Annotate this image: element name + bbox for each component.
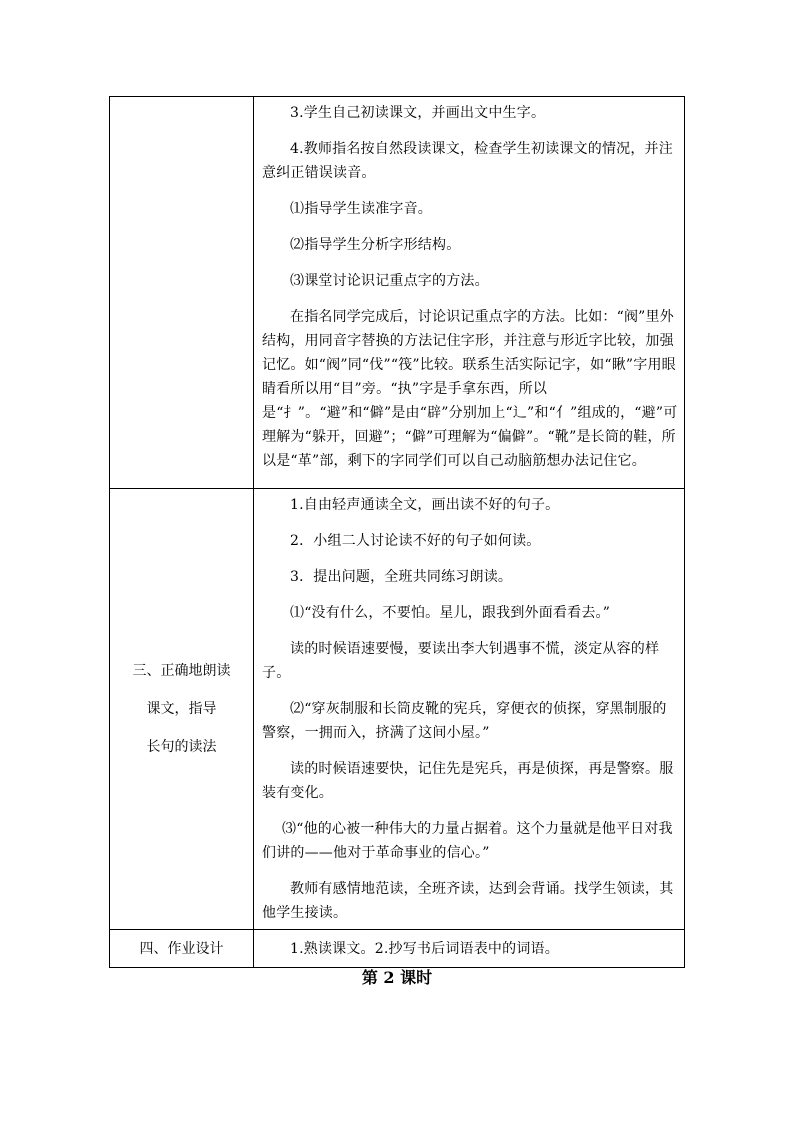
step-label-line: 长句的读法 bbox=[146, 739, 217, 755]
paragraph: 3．提出问题，全班共同练习朗读。 bbox=[290, 569, 513, 585]
step-label-cell bbox=[110, 97, 254, 489]
paragraph: 3.学生自己初读课文，并画出文中生字。 bbox=[290, 105, 546, 121]
step-label-cell bbox=[110, 489, 254, 930]
table-row bbox=[110, 97, 685, 489]
step-content-cell bbox=[254, 97, 685, 489]
step-content-cell bbox=[254, 930, 685, 968]
paragraph: ⑴“没有什么，不要怕。星儿，跟我到外面看看去。” bbox=[290, 605, 611, 621]
step-label-line: 课文，指导 bbox=[146, 701, 217, 717]
lesson-period-title: 第 2 课时 bbox=[361, 968, 433, 987]
paragraph: ⑶“他的心被一种伟大的力量占据着。这个力量就是他平日对我们讲的——他对于革命事业的信心。” bbox=[262, 821, 673, 861]
paragraph: ⑴指导学生读准字音。 bbox=[290, 201, 432, 217]
step-label-cell bbox=[110, 930, 254, 968]
paragraph: 在指名同学完成后，讨论识记重点字的方法。比如：“阀”里外结构，用同音字替换的方法记住字形，并注意与形近字比较，加强记忆。如“阀”同“伐”“筏”比较。联系生活实际记字，如“瞅”字用眼睛看所以用“目”旁。“执”字是手拿东西，所以是“扌”。“避”和“僻”是由“辟”分别加上“辶”和“亻”组成的，“避”可理解为“躲开，回避”；“僻”可理解为“偏僻”。“靴”是长筒的鞋，所以是“革”部，剩下的字同学们可以自己动脑筋想办法记住它。 bbox=[262, 309, 678, 469]
paragraph: 读的时候语速要慢，要读出李大钊遇事不慌，淡定从容的样子。 bbox=[262, 641, 660, 681]
paragraph: ⑵“穿灰制服和长筒皮靴的宪兵，穿便衣的侦探，穿黑制服的警察，一拥而入，挤满了这间小屋。” bbox=[262, 701, 667, 741]
paragraph: 1.熟读课文。2.抄写书后词语表中的词语。 bbox=[290, 940, 559, 957]
step-content-cell bbox=[254, 489, 685, 930]
paragraph: 4.教师指名按自然段读课文，检查学生初读课文的情况，并注意纠正错误读音。 bbox=[262, 141, 673, 181]
paragraph: 教师有感情地范读，全班齐读，达到会背诵。找学生领读，其他学生接读。 bbox=[262, 881, 674, 921]
paragraph: 1.自由轻声通读全文，画出读不好的句子。 bbox=[290, 497, 560, 513]
step-label-line: 三、正确地朗读 bbox=[132, 663, 231, 679]
table-row bbox=[110, 489, 685, 930]
paragraph: ⑶课堂讨论识记重点字的方法。 bbox=[290, 273, 489, 289]
table-row bbox=[110, 930, 685, 968]
lesson-plan-table bbox=[109, 96, 685, 968]
paragraph: 2．小组二人讨论读不好的句子如何读。 bbox=[290, 533, 541, 549]
step-label-line: 四、作业设计 bbox=[139, 940, 224, 957]
paragraph: 读的时候语速要快，记住先是宪兵，再是侦探，再是警察。服装有变化。 bbox=[262, 761, 674, 801]
paragraph: ⑵指导学生分析字形结构。 bbox=[290, 237, 461, 253]
